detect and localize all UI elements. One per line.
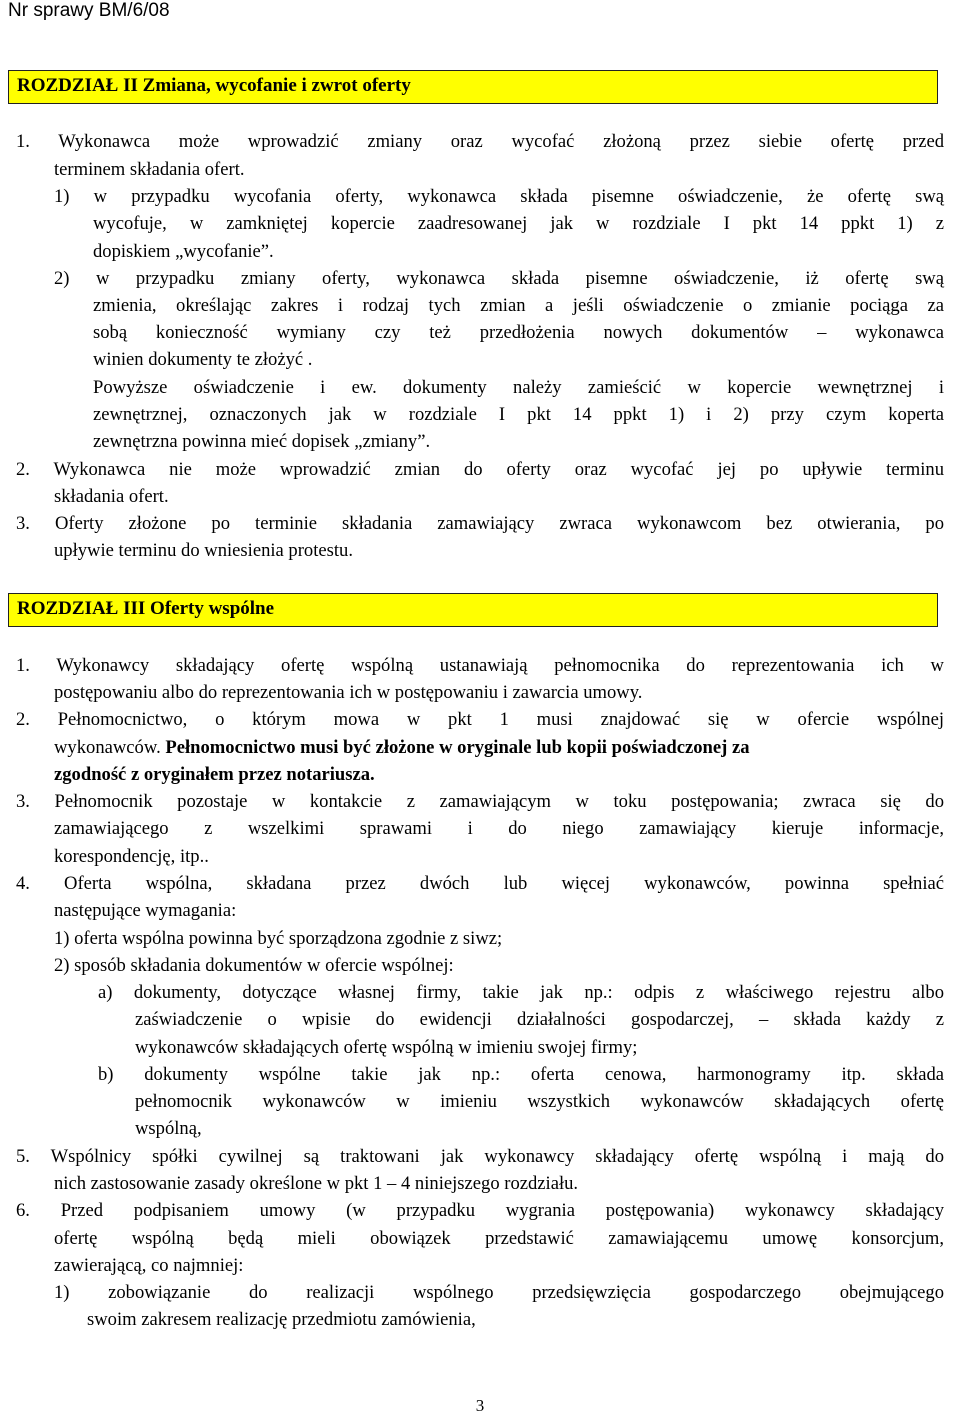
text-line: następujące wymagania: (54, 900, 237, 921)
text-fragment: wykonawców. (54, 737, 161, 758)
text-line: 1. Wykonawca może wprowadzić zmiany oraz wycofać złożoną przez siebie ofertę przed (16, 131, 944, 152)
text-line: zewnętrznej, oznaczonych jak w rozdziale I pkt 14 ppkt 1) i 2) przy czym koperta (93, 404, 944, 425)
text-line: terminem składania ofert. (54, 159, 245, 180)
text-line: dopiskiem „wycofanie”. (93, 241, 274, 262)
text-line: 1) zobowiązanie do realizacji wspólnego przedsięwzięcia gospodarczego obejmującego (54, 1282, 944, 1303)
section-heading-rozdzial-2 (8, 70, 938, 104)
section-heading-rozdzial-3 (8, 593, 938, 627)
text-line: zamawiającego z wszelkimi sprawami i do niego zamawiający kieruje informacje, (54, 818, 944, 839)
text-line (54, 737, 944, 759)
case-reference: Nr sprawy BM/6/08 (8, 0, 170, 21)
text-line: wspólną, (135, 1118, 202, 1139)
text-line: składania ofert. (54, 486, 169, 507)
text-line: zawierającą, co najmniej: (54, 1255, 244, 1276)
text-line: b) dokumenty wspólne takie jak np.: oferta cenowa, harmonogramy itp. składa (98, 1064, 944, 1085)
page-number: 3 (475, 1396, 485, 1415)
text-line: wykonawców składających ofertę wspólną w imieniu swojej firmy; (135, 1037, 638, 1058)
text-line: 3. Pełnomocnik pozostaje w kontakcie z zamawiającym w toku postępowania; zwraca się do (16, 791, 944, 812)
text-line: 2. Pełnomocnictwo, o którym mowa w pkt 1 musi znajdować się w ofercie wspólnej (16, 709, 944, 730)
text-line: 4. Oferta wspólna, składana przez dwóch lub więcej wykonawców, powinna spełniać (16, 873, 944, 894)
text-line: 6. Przed podpisaniem umowy (w przypadku wygrania postępowania) wykonawcy składający (16, 1200, 944, 1221)
text-line: 1. Wykonawcy składający ofertę wspólną ustanawiają pełnomocnika do reprezentowania ich w (16, 655, 944, 676)
text-line: sobą konieczność wymiany czy też przedłożenia nowych dokumentów – wykonawca (93, 322, 944, 343)
text-line: 1) oferta wspólna powinna być sporządzona zgodnie z siwz; (54, 928, 503, 949)
text-line: 2) w przypadku zmiany oferty, wykonawca składa pisemne oświadczenie, iż ofertę swą (54, 268, 944, 289)
text-line: ofertę wspólną będą mieli obowiązek przedstawić zamawiającemu umowę konsorcjum, (54, 1228, 944, 1249)
text-line: 2) sposób składania dokumentów w ofercie wspólnej: (54, 955, 454, 976)
text-line: 5. Wspólnicy spółki cywilnej są traktowani jak wykonawcy składający ofertę wspólną i mają do (16, 1146, 944, 1167)
section-title: ROZDZIAŁ III Oferty wspólne (17, 598, 275, 619)
text-line: a) dokumenty, dotyczące własnej firmy, takie jak np.: odpis z właściwego rejestru albo (98, 982, 944, 1003)
text-line: pełnomocnik wykonawców w imieniu wszystkich wykonawców składających ofertę (135, 1091, 944, 1112)
emphasis-line: zgodność z oryginałem przez notariusza. (54, 764, 375, 785)
text-line: upływie terminu do wniesienia protestu. (54, 540, 353, 561)
text-line: 1) w przypadku wycofania oferty, wykonawca składa pisemne oświadczenie, że ofertę swą (54, 186, 944, 207)
text-line: 2. Wykonawca nie może wprowadzić zmian do oferty oraz wycofać jej po upływie terminu (16, 459, 944, 480)
text-line: 3. Oferty złożone po terminie składania zamawiający zwraca wykonawcom bez otwierania, po (16, 513, 944, 534)
text-line: wycofuje, w zamkniętej kopercie zaadresowanej jak w rozdziale I pkt 14 ppkt 1) z (93, 213, 944, 234)
text-line: swoim zakresem realizację przedmiotu zamówienia, (87, 1309, 476, 1330)
text-line: zmienia, określając zakres i rodzaj tych zmian a jeśli oświadczenie o zmianie pociąga za (93, 295, 944, 316)
emphasis-text: Pełnomocnictwo musi być złożone w oryginale lub kopii poświadczonej za (165, 737, 750, 758)
text-line: zewnętrzna powinna mieć dopisek „zmiany”. (93, 431, 431, 452)
section-title: ROZDZIAŁ II Zmiana, wycofanie i zwrot oferty (17, 75, 411, 96)
text-line: nich zastosowanie zasady określone w pkt 1 – 4 niniejszego rozdziału. (54, 1173, 579, 1194)
text-line: Powyższe oświadczenie i ew. dokumenty należy zamieścić w kopercie wewnętrznej i (93, 377, 944, 398)
text-line: winien dokumenty te złożyć . (93, 349, 313, 370)
text-line: postępowaniu albo do reprezentowania ich w postępowaniu i zawarcia umowy. (54, 682, 643, 703)
text-line: zaświadczenie o wpisie do ewidencji działalności gospodarczej, – składa każdy z (135, 1009, 944, 1030)
text-line: korespondencję, itp.. (54, 846, 209, 867)
